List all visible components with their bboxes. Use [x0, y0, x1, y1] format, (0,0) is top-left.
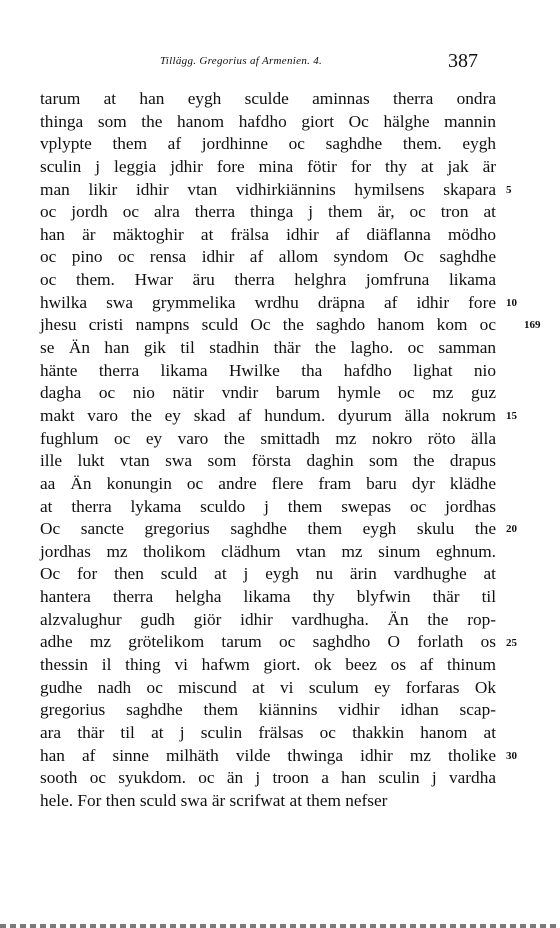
text-line: ara thär til at j sculin frälsas oc thakkin hanom at [40, 722, 496, 742]
text-line: jordhas mz tholikom clädhum vtan mz sinum eghnum. [40, 541, 496, 561]
text-line: dagha oc nio nätir vndir barum hymle oc mz guz [40, 383, 496, 403]
text-line: man likir idhir vtan vidhirkiännins hymilsens skapara [40, 179, 496, 199]
page-bottom-edge [0, 924, 560, 928]
running-head [40, 50, 496, 74]
text-line: alzvalughur gudh giör idhir vardhugha. Än the rop- [40, 609, 496, 629]
text-line: ille lukt vtan swa som första daghin som the drapus [40, 451, 496, 471]
text-line: thessin il thing vi hafwm giort. ok beez os af thinum [40, 655, 496, 675]
line-number: 5 [506, 184, 512, 196]
line-number: 10 [506, 297, 517, 309]
text-line: Oc for then sculd at j eygh nu ärin vardhughe at [40, 564, 496, 584]
text-line: hantera therra helgha likama thy blyfwin thär til [40, 587, 496, 607]
text-line: oc pino oc rensa idhir af allom syndom Oc saghdhe [40, 247, 496, 267]
line-number: 30 [506, 750, 517, 762]
line-number: 25 [506, 637, 517, 649]
text-line: se Än han gik til stadhin thär the lagho. oc samman [40, 338, 496, 358]
line-number: 20 [506, 523, 517, 535]
page-number: 387 [448, 50, 478, 72]
text-line: hele. For then sculd swa är scrifwat at them nefser [40, 790, 388, 810]
text-line: makt varo the ey skad af hundum. dyurum älla nokrum [40, 405, 496, 425]
manuscript-page-ref: 169 [524, 319, 541, 331]
text-line: gregorius saghdhe them kiännins vidhir idhan scap- [40, 700, 496, 720]
text-line: jhesu cristi nampns sculd Oc the saghdo hanom kom oc [40, 315, 496, 335]
text-line: thinga som the hanom hafdho giort Oc hälghe mannin [40, 111, 496, 131]
line-number: 15 [506, 410, 517, 422]
text-line: vplypte them af jordhinne oc saghdhe them. eygh [40, 134, 496, 154]
text-line: hwilka swa grymmelika wrdhu dräpna af idhir fore [40, 292, 496, 312]
text-line: oc jordh oc alra therra thinga j them är, oc tron at [40, 202, 496, 222]
text-line: fughlum oc ey varo the smittadh mz nokro röto älla [40, 428, 496, 448]
running-title: Tillägg. Gregorius af Armenien. 4. [160, 55, 323, 67]
text-line: sooth oc syukdom. oc än j troon a han sculin j vardha [40, 768, 496, 788]
text-line: adhe mz grötelikom tarum oc saghdho O forlath os [40, 632, 496, 652]
text-line: Oc sancte gregorius saghdhe them eygh skulu the [40, 519, 496, 539]
text-line: han är mäktoghir at frälsa idhir af diäflanna mödho [40, 224, 496, 244]
text-line: gudhe nadh oc miscund at vi sculum ey forfaras Ok [40, 677, 496, 697]
text-line: at therra lykama sculdo j them swepas oc jordhas [40, 496, 496, 516]
text-line: han af sinne milhäth vilde thwinga idhir mz tholike [40, 745, 496, 765]
body-text [40, 88, 496, 813]
text-line: tarum at han eygh sculde aminnas therra ondra [40, 89, 496, 108]
text-line: sculin j leggia jdhir fore mina fötir for thy at jak är [40, 156, 496, 176]
text-line: oc them. Hwar äru therra helghra jomfruna likama [40, 270, 496, 290]
text-line: aa Än konungin oc andre flere fram baru dyr klädhe [40, 473, 496, 493]
text-line: hänte therra likama Hwilke tha hafdho lighat nio [40, 360, 496, 380]
